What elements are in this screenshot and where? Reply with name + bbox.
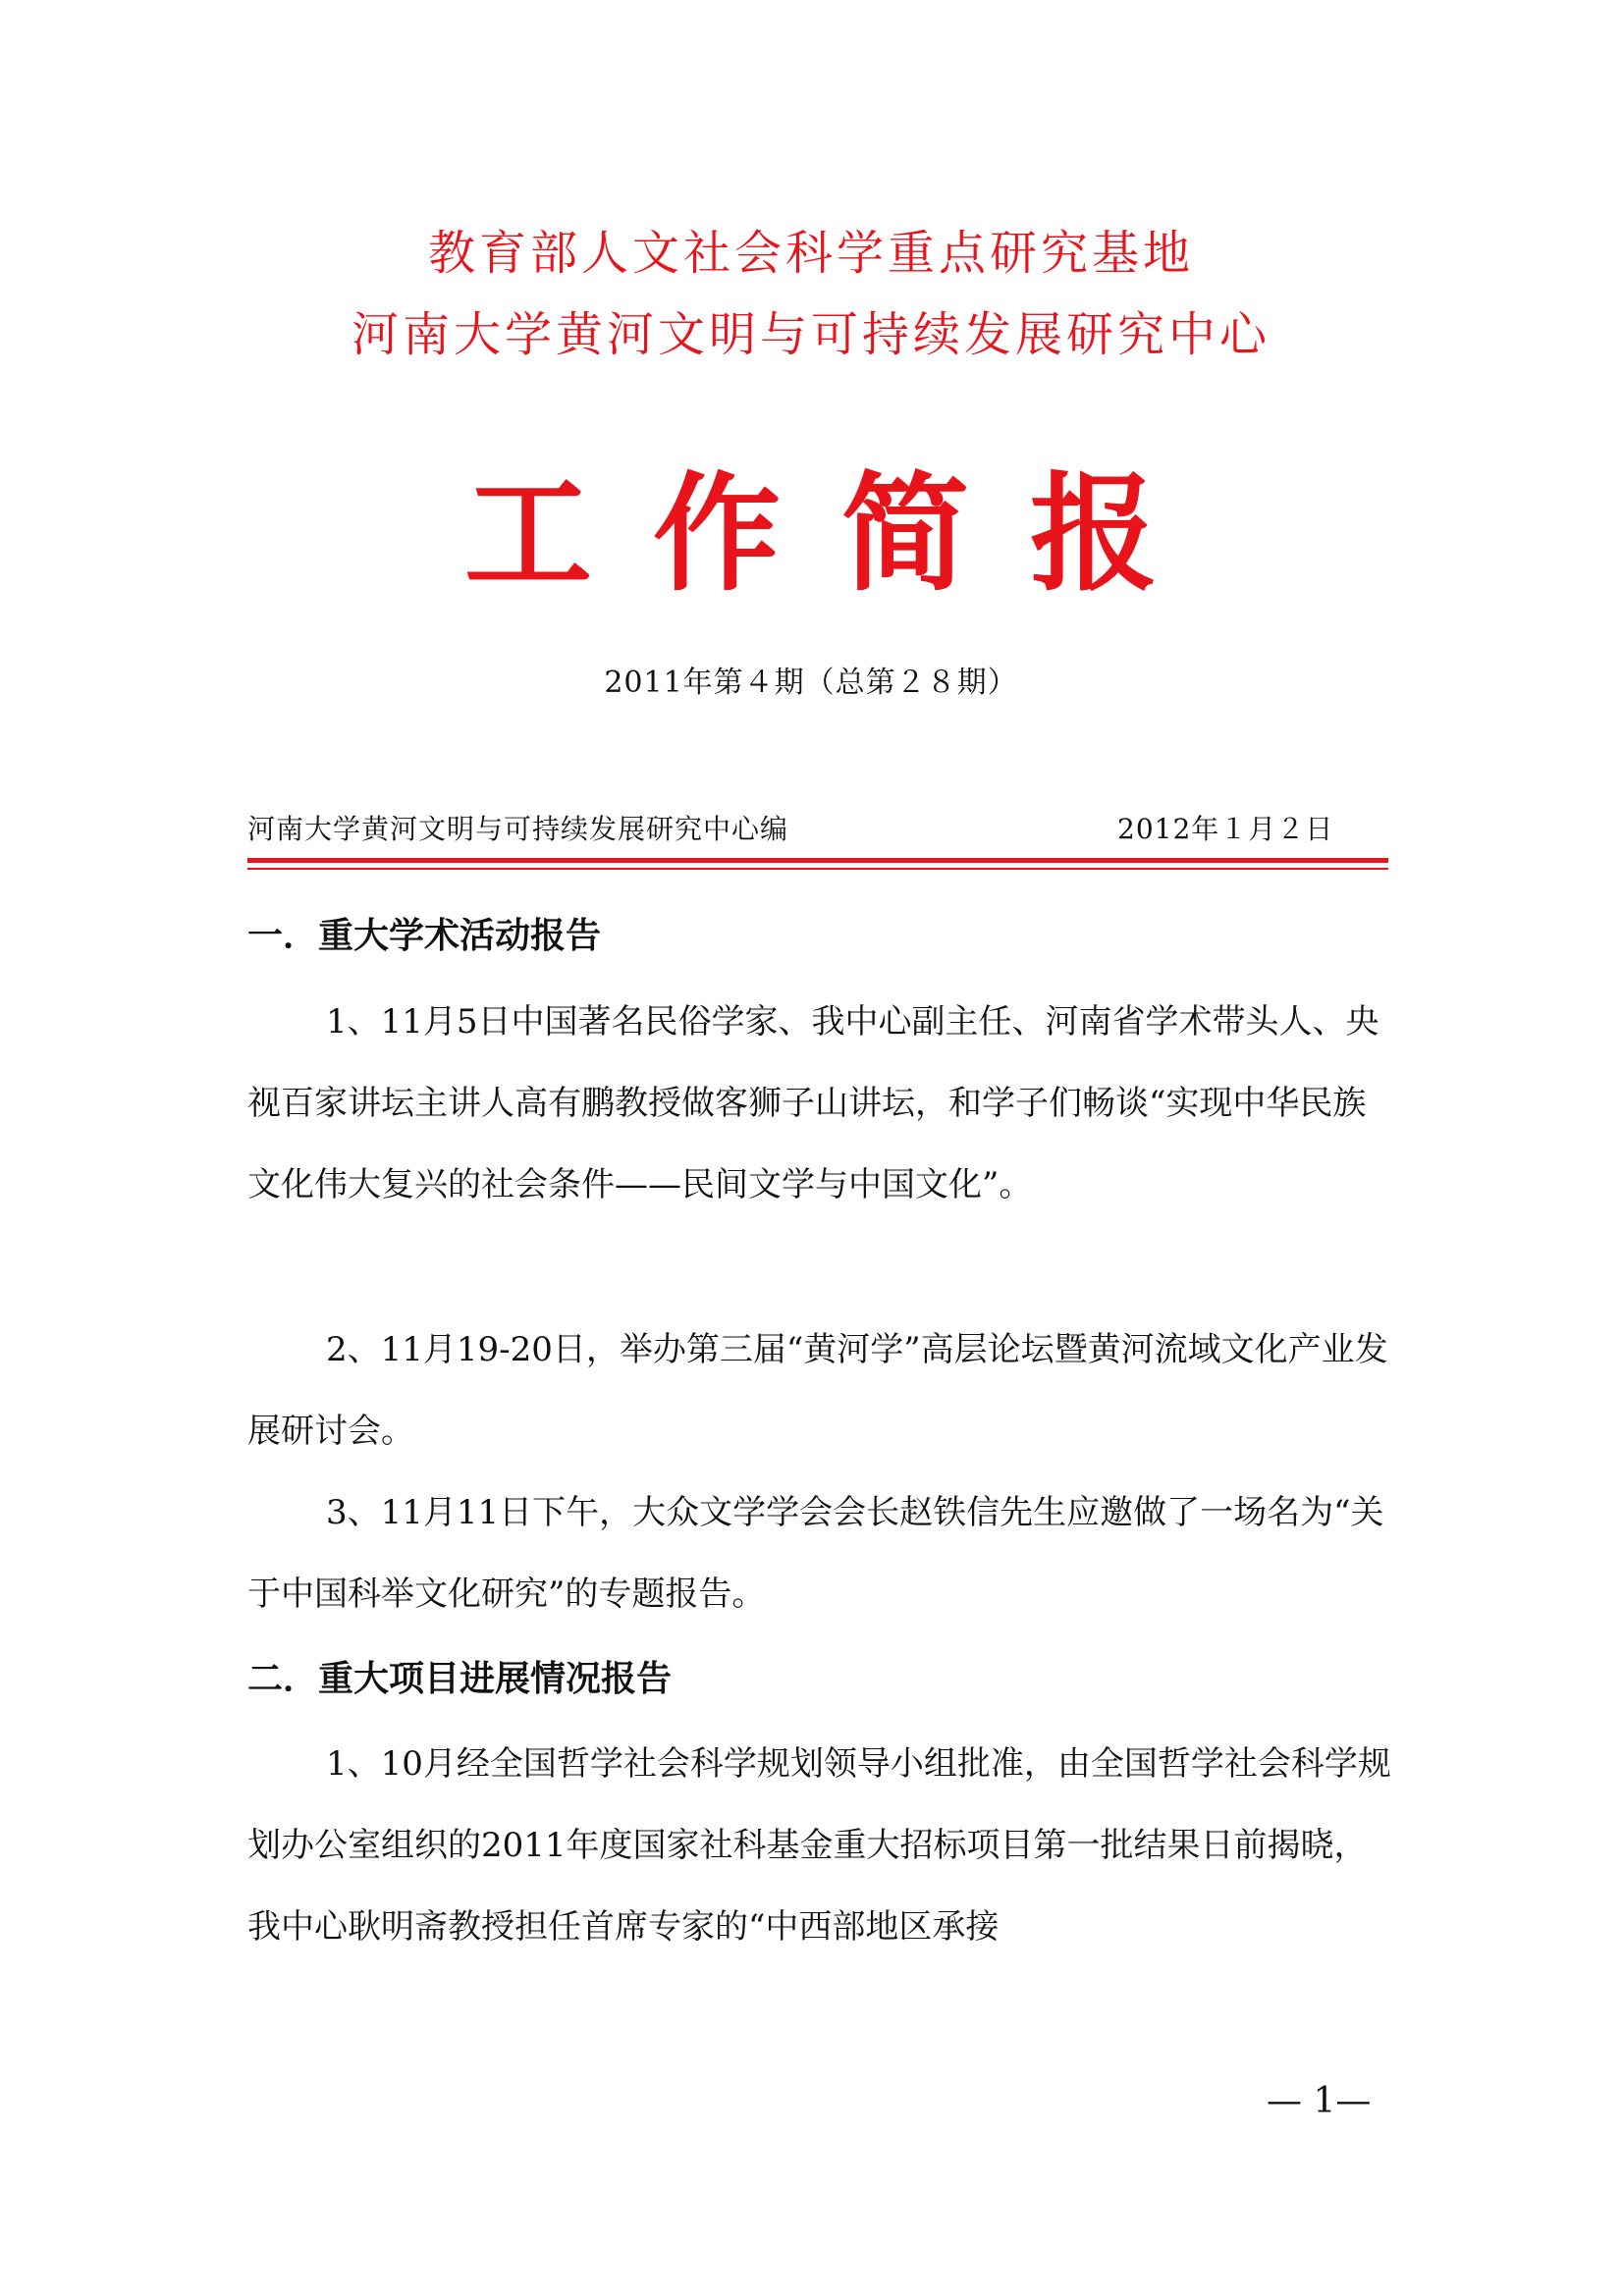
institution-title-line-2: 河南大学黄河文明与可持续发展研究中心: [351, 307, 1271, 362]
editor-line: 河南大学黄河文明与可持续发展研究中心编: [247, 813, 789, 845]
red-rule-thick: [247, 858, 1388, 863]
section-heading-academic-activities: 一．重大学术活动报告: [247, 916, 602, 956]
issue-number: 2011年第４期（总第２８期）: [604, 666, 1018, 700]
section-heading-project-progress: 二．重大项目进展情况报告: [247, 1659, 673, 1699]
paragraph-item: 1、11月5日中国著名民俗学家、我中心副主任、河南省学术带头人、央视百家讲坛主讲人高有鹏教授做客狮子山讲坛，和学子们畅谈“实现中华民族文化伟大复兴的社会条件——民间文学与中国文化”。: [247, 1002, 1379, 1204]
paragraph-item: 1、10月经全国哲学社会科学规划领导小组批准，由全国哲学社会科学规划办公室组织的2011年度国家社科基金重大招标项目第一批结果日前揭晓，我中心耿明斋教授担任首席专家的“中西部地区承接: [247, 1744, 1391, 1947]
page-number: — 1—: [1267, 2081, 1372, 2121]
publication-date: 2012年１月２日: [1117, 813, 1334, 845]
paragraph-item: 3、11月11日下午，大众文学学会会长赵铁信先生应邀做了一场名为“关于中国科举文化研究”的专题报告。: [247, 1493, 1384, 1614]
paragraph-item: 2、11月19-20日，举办第三届“黄河学”高层论坛暨黄河流域文化产业发展研讨会。: [247, 1330, 1388, 1451]
masthead-title: 工作简报: [463, 458, 1218, 609]
institution-title-line-1: 教育部人文社会科学重点研究基地: [427, 226, 1194, 281]
red-rule-thin: [247, 868, 1388, 870]
